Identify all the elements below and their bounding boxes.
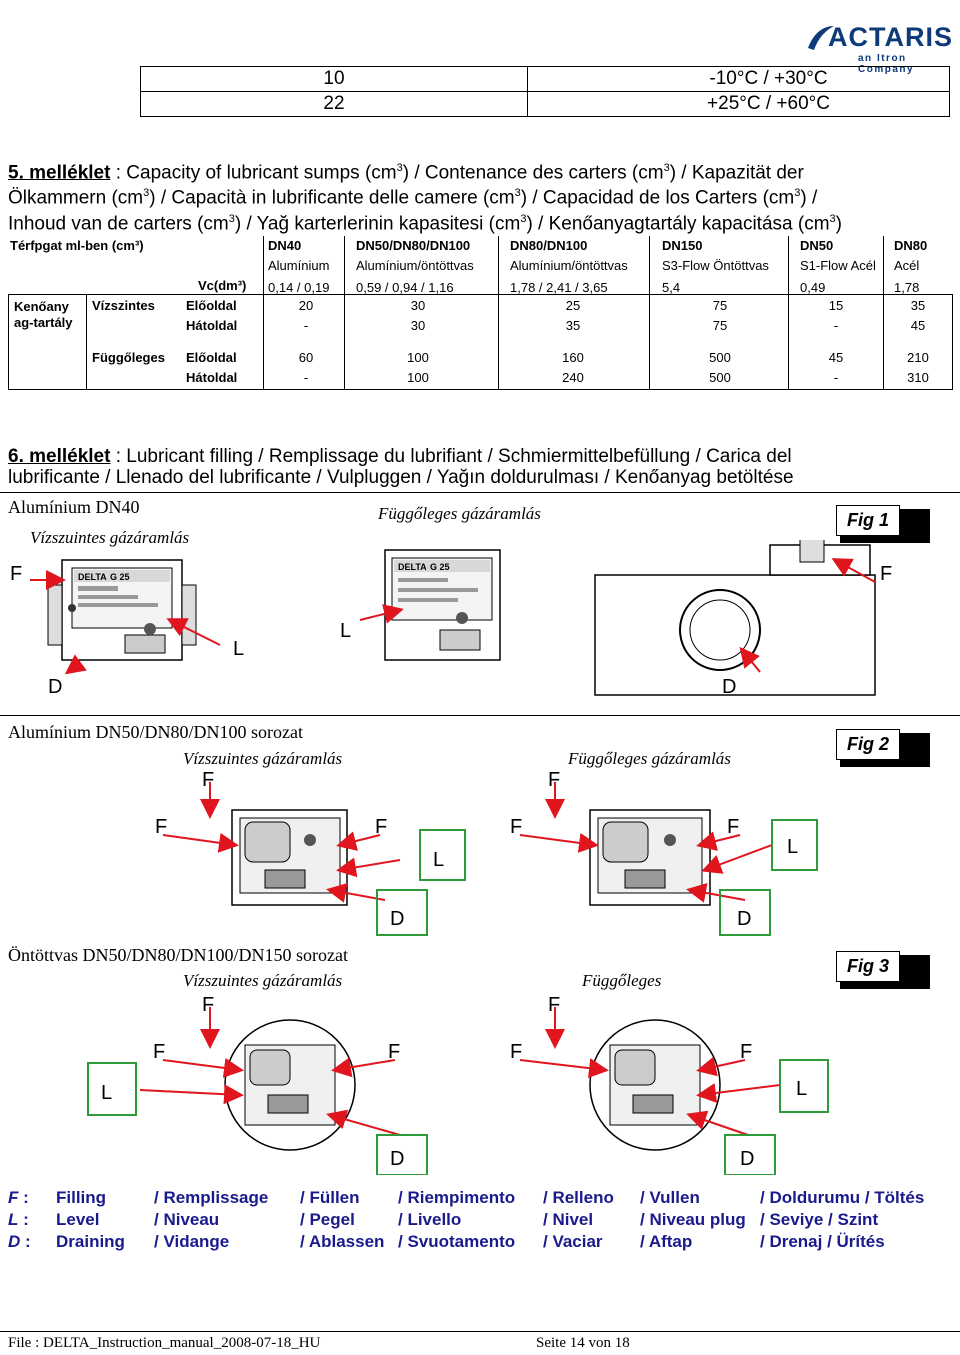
legend-item: / Nivel xyxy=(543,1210,594,1229)
fig1-drawing xyxy=(0,540,960,715)
fig1-left-caption: Vízszuintes gázáramlás xyxy=(30,528,190,547)
legend-item: / Remplissage xyxy=(154,1188,269,1207)
cell-vertical-front: 160 xyxy=(562,350,584,365)
cell-horizontal-front: 20 xyxy=(298,298,314,313)
svg-text:F: F xyxy=(202,994,215,1016)
section5-number: 5. melléklet xyxy=(8,162,111,184)
meter-plate-brand: DELTA xyxy=(78,572,107,582)
legend-item: / Niveau plug xyxy=(640,1210,746,1229)
meter-body-side xyxy=(595,540,875,695)
fig2-left-caption: Vízszuintes gázáramlás xyxy=(183,749,343,768)
fig2-right-caption: Függőleges gázáramlás xyxy=(568,749,731,768)
svg-text:F: F xyxy=(388,1041,401,1063)
legend-key: D : xyxy=(8,1232,31,1251)
legend-item: / Drenaj / Ürítés xyxy=(760,1232,885,1251)
svg-text:G 25: G 25 xyxy=(430,562,450,572)
column-vc: 5,4 xyxy=(662,280,681,295)
capacity-table xyxy=(8,236,953,392)
svg-text:F: F xyxy=(375,816,388,838)
vc-label: Vc(dm³) xyxy=(198,278,247,293)
column-material: Alumínium/öntöttvas xyxy=(356,258,474,273)
fig3-drawing xyxy=(0,985,960,1175)
temp-cell: -10°C / +30°C xyxy=(528,67,950,92)
svg-text:F: F xyxy=(727,816,740,838)
svg-text:F: F xyxy=(510,1041,523,1063)
orient-vertical: Függőleges xyxy=(92,350,165,365)
column-material: S1-Flow Acél xyxy=(800,258,876,273)
section5-heading: 5. melléklet : Capacity of lubricant sumps $(cm^3)$ / Contenance des carters $(cm^3)$ / Kapazität der Ölkammern $(cm^3)$ / Capacità in lubrificante delle camere $(cm^3)$ / Capacidad de los Carters $(cm^3)$ / Inhoud van de carters $(cm^3)$ / Yağ karterlerinin kapasitesi $(cm^3)$ / Kenőanyagtartály kapacitása $(cm^3)$ xyxy=(8,162,842,234)
marker-d: D xyxy=(722,676,737,698)
back-label: Hátoldal xyxy=(186,318,238,333)
meter-horizontal-fig1 xyxy=(48,560,196,660)
column-header: DN50/DN80/DN100 xyxy=(356,238,471,253)
marker-l: L xyxy=(340,620,352,642)
svg-text:D: D xyxy=(390,1148,405,1170)
column-vc: 0,14 / 0,19 xyxy=(268,280,330,295)
orient-horizontal: Vízszintes xyxy=(92,298,155,313)
svg-text:L: L xyxy=(796,1078,808,1100)
svg-text:D: D xyxy=(737,908,752,930)
column-material: Acél xyxy=(894,258,920,273)
front-label: Előoldal xyxy=(186,350,237,365)
meter-horizontal-fig2 xyxy=(232,810,347,905)
column-header: DN50 xyxy=(800,238,834,253)
cell-vertical-back: - xyxy=(303,370,309,385)
cell-vertical-front: 100 xyxy=(407,350,429,365)
cell-vertical-back: 310 xyxy=(907,370,929,385)
svg-text:F: F xyxy=(510,816,523,838)
legend-item: Level xyxy=(56,1210,100,1229)
temp-cell: 22 xyxy=(141,92,528,117)
svg-text:F: F xyxy=(548,994,561,1016)
svg-text:F: F xyxy=(153,1041,166,1063)
cell-horizontal-back: - xyxy=(303,318,309,333)
column-header: DN80 xyxy=(894,238,928,253)
cell-horizontal-front: 75 xyxy=(712,298,728,313)
svg-text:D: D xyxy=(740,1148,755,1170)
section6-heading: 6. melléklet : Lubricant filling / Remplissage du lubrifiant / Schmiermittelbefüllung / Carica del lubrificante / Llenado del lubrificante / Vulpluggen / Yağın doldurulması / Kenőanyag betöltése xyxy=(8,446,794,488)
column-header: DN150 xyxy=(662,238,703,253)
column-header: DN40 xyxy=(268,238,302,253)
fig2-title: Alumínium DN50/DN80/DN100 sorozat xyxy=(8,722,303,742)
column-vc: 1,78 xyxy=(894,280,920,295)
meter-horizontal-fig3 xyxy=(225,1020,355,1150)
logo-tagline: an Itron Company xyxy=(858,53,915,75)
footer-page: Seite 14 von 18 xyxy=(536,1335,630,1351)
legend-item: / Svuotamento xyxy=(398,1232,516,1251)
legend-item: / Aftap xyxy=(640,1232,693,1251)
fig1-label: Fig 1 xyxy=(836,505,900,536)
column-vc: 0,59 / 0,94 / 1,16 xyxy=(356,280,454,295)
temperature-table xyxy=(140,66,950,117)
fig2-drawing xyxy=(0,760,960,940)
footer-file: File : DELTA_Instruction_manual_2008-07-18_HU xyxy=(8,1335,321,1351)
legend-item: / Livello xyxy=(398,1210,462,1229)
cell-horizontal-back: - xyxy=(833,318,839,333)
fig3-right-caption: Függőleges xyxy=(582,971,662,990)
cell-horizontal-back: 75 xyxy=(712,318,728,333)
meter-plate-model: G 25 xyxy=(110,572,130,582)
cell-horizontal-back: 35 xyxy=(565,318,581,333)
marker-d: D xyxy=(48,676,63,698)
legend-item: / Doldurumu / Töltés xyxy=(760,1188,925,1207)
svg-text:DELTA: DELTA xyxy=(398,562,427,572)
temp-cell: +25°C / +60°C xyxy=(528,92,950,117)
legend-item: / Vaciar xyxy=(543,1232,603,1251)
legend-item: Draining xyxy=(56,1232,125,1251)
svg-text:D: D xyxy=(390,908,405,930)
column-header: DN80/DN100 xyxy=(510,238,588,253)
fig3-label: Fig 3 xyxy=(836,951,900,982)
svg-text:L: L xyxy=(433,849,445,871)
section6-number: 6. melléklet xyxy=(8,446,111,467)
cell-vertical-back: 100 xyxy=(407,370,429,385)
legend-item: / Ablassen xyxy=(300,1232,385,1251)
column-material: S3-Flow Öntöttvas xyxy=(662,258,769,273)
cell-horizontal-back: 45 xyxy=(910,318,926,333)
table-corner-label: Térfpgat ml-ben (cm³) xyxy=(10,238,144,253)
svg-text:F: F xyxy=(548,769,561,791)
meter-vertical-fig3 xyxy=(590,1020,720,1150)
cell-vertical-front: 500 xyxy=(709,350,731,365)
legend-item: / Riempimento xyxy=(398,1188,516,1207)
column-vc: 1,78 / 2,41 / 3,65 xyxy=(510,280,608,295)
legend-item: / Vidange xyxy=(154,1232,230,1251)
cell-horizontal-front: 25 xyxy=(565,298,581,313)
fig1-title: Alumínium DN40 xyxy=(8,497,140,517)
meter-vertical-fig1 xyxy=(385,550,500,660)
front-label: Előoldal xyxy=(186,298,237,313)
svg-text:F: F xyxy=(740,1041,753,1063)
cell-horizontal-back: 30 xyxy=(410,318,426,333)
fig3-left-caption: Vízszuintes gázáramlás xyxy=(183,971,343,990)
legend-key: F : xyxy=(8,1188,29,1207)
cell-vertical-back: - xyxy=(833,370,839,385)
logo-brand: ACTARIS xyxy=(828,22,953,52)
cell-vertical-front: 210 xyxy=(907,350,929,365)
legend-item: / Seviye / Szint xyxy=(760,1210,879,1229)
svg-text:F: F xyxy=(155,816,168,838)
legend-item: / Füllen xyxy=(300,1188,360,1207)
fig2-label: Fig 2 xyxy=(836,729,900,760)
cell-horizontal-front: 15 xyxy=(828,298,844,313)
temp-cell: 10 xyxy=(141,67,528,92)
legend-key: L : xyxy=(8,1210,29,1229)
fig1-right-caption: Függőleges gázáramlás xyxy=(378,504,541,523)
actaris-logo xyxy=(806,22,956,75)
column-material: Alumínium xyxy=(268,258,330,273)
legend-item: / Vullen xyxy=(640,1188,700,1207)
legend-item: Filling xyxy=(56,1188,107,1207)
row-group-label: Kenőany ag-tartály xyxy=(14,299,73,330)
legend-item: / Niveau xyxy=(154,1210,220,1229)
svg-text:F: F xyxy=(202,769,215,791)
cell-vertical-front: 45 xyxy=(828,350,844,365)
svg-text:L: L xyxy=(101,1082,113,1104)
column-material: Alumínium/öntöttvas xyxy=(510,258,628,273)
fig3-title: Öntöttvas DN50/DN80/DN100/DN150 sorozat xyxy=(8,945,348,965)
table-row xyxy=(141,92,950,117)
back-label: Hátoldal xyxy=(186,370,238,385)
svg-text:L: L xyxy=(787,836,799,858)
cell-horizontal-front: 30 xyxy=(410,298,426,313)
column-vc: 0,49 xyxy=(800,280,826,295)
legend-item: / Pegel xyxy=(300,1210,355,1229)
marker-l: L xyxy=(233,638,245,660)
marker-f: F xyxy=(880,563,893,585)
cell-horizontal-front: 35 xyxy=(910,298,926,313)
cell-vertical-front: 60 xyxy=(298,350,314,365)
cell-vertical-back: 240 xyxy=(562,370,584,385)
legend-item: / Relleno xyxy=(543,1188,614,1207)
cell-vertical-back: 500 xyxy=(709,370,731,385)
table-row xyxy=(141,67,950,92)
marker-f: F xyxy=(10,563,23,585)
